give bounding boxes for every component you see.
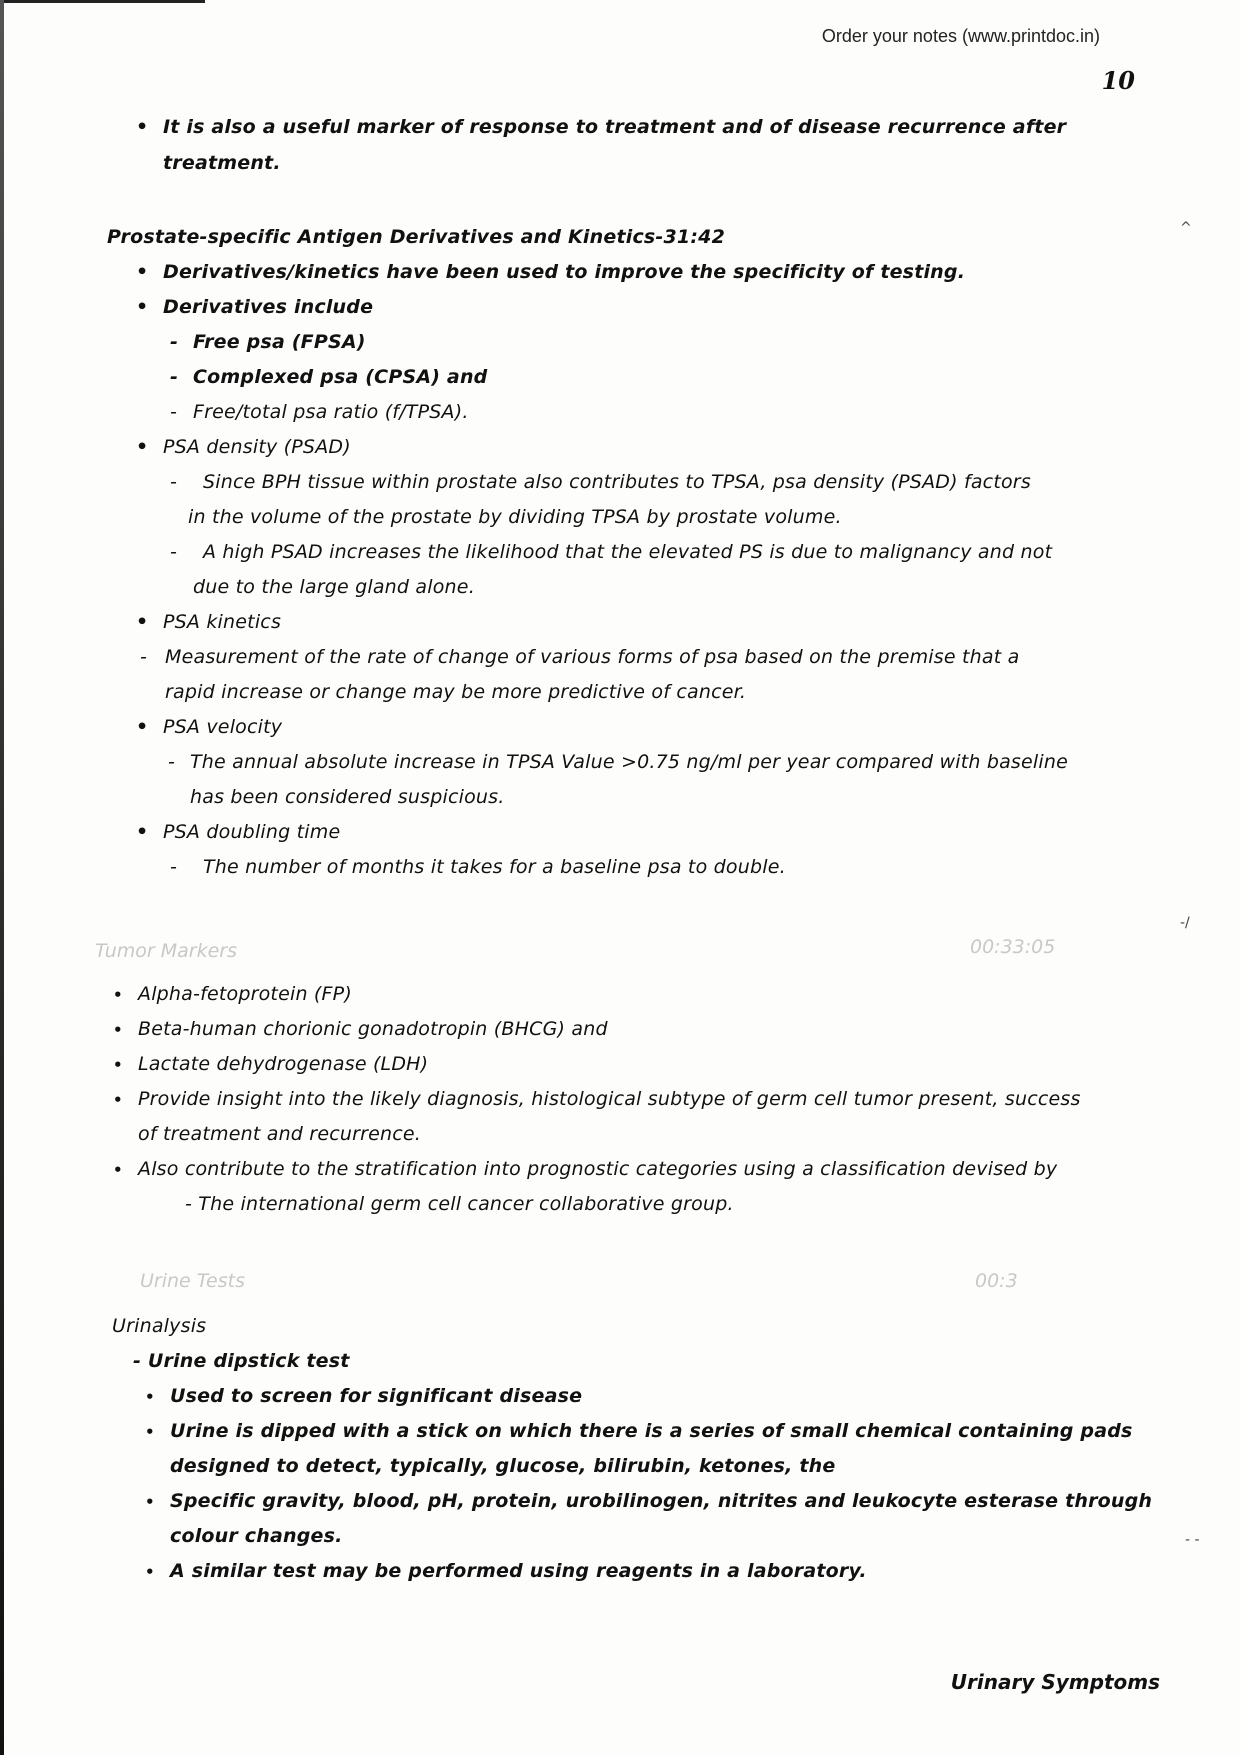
psa-bullet-derivatives-include: • Derivatives include (163, 296, 373, 318)
intro-continuation: treatment. (163, 152, 281, 174)
psa-bullet-velocity: • PSA velocity (163, 716, 282, 738)
urine-bullet-screen: • Used to screen for significant disease (170, 1385, 582, 1407)
psad-point-2-line-2: due to the large gland alone. (193, 576, 475, 598)
urine-bullet-specific-gravity: • Specific gravity, blood, pH, protein, urobilinogen, nitrites and leukocyte esterase through (170, 1490, 1152, 1512)
kinetics-line-2: rapid increase or change may be more predictive of cancer. (165, 681, 747, 703)
tumor-bullet-afp: • Alpha-fetoprotein (FP) (138, 983, 352, 1005)
urine-dipped-continuation: designed to detect, typically, glucose, bilirubin, ketones, the (170, 1455, 836, 1477)
dash-icon: - (170, 331, 179, 353)
dash-icon: - (170, 856, 178, 878)
dash-icon: - (170, 541, 178, 563)
urine-bullet-dipped: • Urine is dipped with a stick on which there is a series of small chemical containing pads (170, 1420, 1133, 1442)
derivative-fpsa: Free psa (FPSA) (193, 331, 366, 353)
faint-heading-urine-tests: Urine Tests (140, 1270, 245, 1292)
psa-bullet-doubling: • PSA doubling time (163, 821, 340, 843)
doubling-line: The number of months it takes for a baseline psa to double. (203, 856, 786, 878)
scan-edge-top (0, 0, 205, 3)
faint-timestamp: 00:33:05 (970, 936, 1056, 958)
page-number: 10 (1101, 66, 1135, 95)
faint-timestamp-2: 00:3 (975, 1270, 1018, 1292)
urinalysis-heading: Urinalysis (112, 1315, 207, 1337)
tumor-bullet-ldh: • Lactate dehydrogenase (LDH) (138, 1053, 428, 1075)
dash-icon: - (170, 366, 179, 388)
tumor-insight-continuation: of treatment and recurrence. (138, 1123, 422, 1145)
dash-icon: - (140, 646, 148, 668)
intro-bullet: • It is also a useful marker of response to treatment and of disease recurrence after (163, 116, 1066, 138)
urine-gravity-continuation: colour changes. (170, 1525, 343, 1547)
kinetics-line-1: Measurement of the rate of change of various forms of psa based on the premise that a (165, 646, 1020, 668)
derivative-ratio: Free/total psa ratio (f/TPSA). (193, 401, 469, 423)
urine-bullet-laboratory: • A similar test may be performed using reagents in a laboratory. (170, 1560, 867, 1582)
dash-icon: - (170, 471, 178, 493)
psa-bullet-kinetics: • PSA kinetics (163, 611, 281, 633)
faint-heading-tumor-markers: Tumor Markers (95, 940, 237, 962)
dipstick-subheading: - Urine dipstick test (133, 1350, 350, 1372)
psa-bullet-density: • PSA density (PSAD) (163, 436, 351, 458)
derivative-cpsa: Complexed psa (CPSA) and (193, 366, 488, 388)
footer-title: Urinary Symptoms (950, 1670, 1160, 1694)
velocity-line-1: The annual absolute increase in TPSA Value >0.75 ng/ml per year compared with baseline (190, 751, 1069, 773)
scan-mark: ^ (1180, 220, 1192, 236)
scan-mark: -/ (1180, 915, 1190, 931)
header-note: Order your notes (www.printdoc.in) (821, 26, 1100, 46)
tumor-bullet-insight: • Provide insight into the likely diagnosis, histological subtype of germ cell tumor present, success (138, 1088, 1081, 1110)
velocity-line-2: has been considered suspicious. (190, 786, 505, 808)
tumor-bullet-bhcg: • Beta-human chorionic gonadotropin (BHCG) and (138, 1018, 608, 1040)
psad-point-2-line-1: A high PSAD increases the likelihood that the elevated PS is due to malignancy and not (203, 541, 1053, 563)
dash-icon: - (170, 401, 178, 423)
psad-point-1-line-2: in the volume of the prostate by dividing TPSA by prostate volume. (188, 506, 842, 528)
psad-point-1-line-1: Since BPH tissue within prostate also contributes to TPSA, psa density (PSAD) factors (203, 471, 1031, 493)
dash-icon: - (168, 751, 176, 773)
scan-mark: - - (1185, 1532, 1200, 1548)
psa-heading: Prostate-specific Antigen Derivatives and Kinetics-31:42 (107, 226, 725, 248)
psa-bullet-derivatives-kinetics: • Derivatives/kinetics have been used to improve the specificity of testing. (163, 261, 965, 283)
scan-edge-left (0, 0, 4, 1755)
tumor-group-line: - The international germ cell cancer collaborative group. (185, 1193, 734, 1215)
tumor-bullet-stratification: • Also contribute to the stratification into prognostic categories using a classification devised by (138, 1158, 1057, 1180)
